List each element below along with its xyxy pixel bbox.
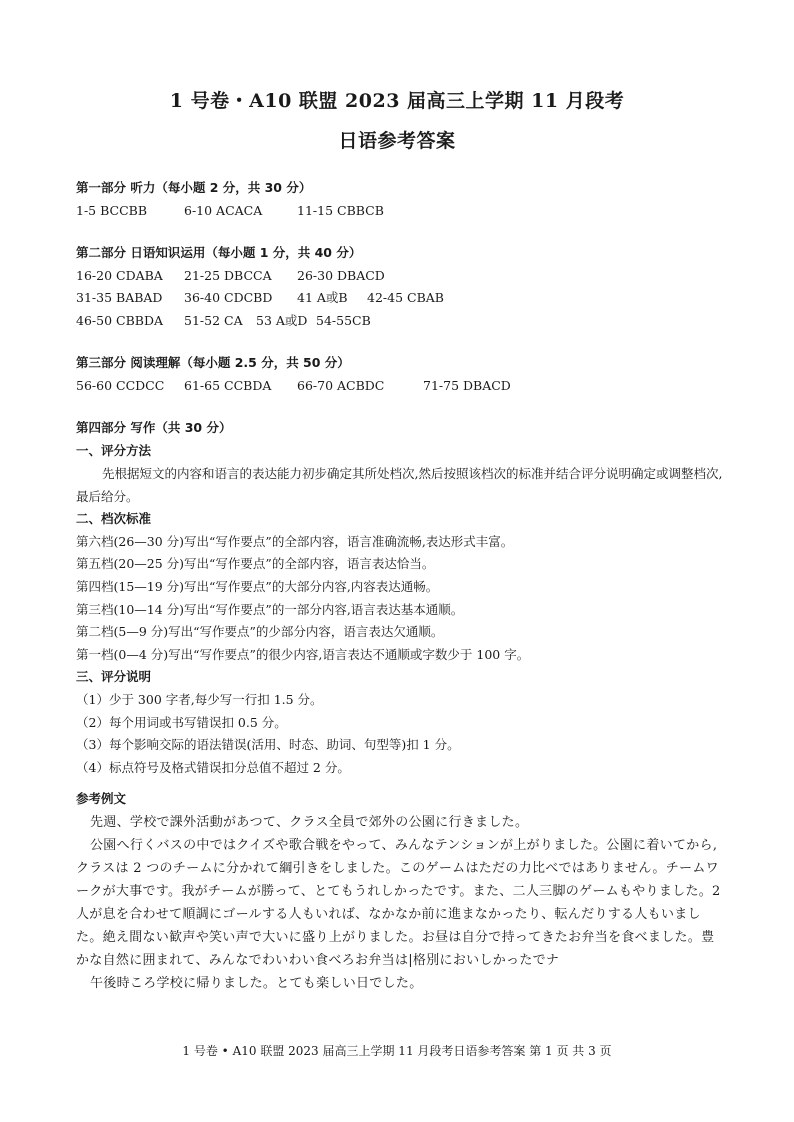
answer-group: 26-30 DBACD (297, 267, 385, 283)
answer-group: 66-70 ACBDC (297, 377, 385, 393)
answer-group: 1-5 BCCBB (76, 202, 148, 218)
part3-section (76, 352, 726, 397)
levels-heading: 二、档次标准 (76, 511, 152, 527)
part3-heading: 第三部分 阅读理解（每小题 2.5 分，共 50 分） (76, 355, 350, 370)
note-item: （4）标点符号及格式错误扣分总值不超过 2 分。 (76, 759, 350, 775)
level-item: 第一档(0—4 分)写出“写作要点”的很少内容,语言表达不通顺或字数少于 100 字。 (76, 646, 530, 662)
part3-answers (76, 375, 726, 398)
notes-heading: 三、评分说明 (76, 669, 152, 685)
level-item: 第六档(26—30 分)写出“写作要点”的全部内容，语言准确流畅,表达形式丰富。 (76, 533, 514, 549)
answer-group: 61-65 CCBDA (184, 377, 272, 393)
answer-group: 51-52 CA (184, 312, 243, 328)
method-text: 先根据短文的内容和语言的表达能力初步确定其所处档次,然后按照该档次的标准并结合评分说明确定或调整档次,最后给分。 (76, 466, 723, 505)
answer-group: 36-40 CDCBD (184, 290, 273, 306)
part2-section (76, 242, 726, 332)
answer-group: 56-60 CCDCC (76, 377, 165, 393)
part4-section (76, 417, 726, 779)
essay-paragraph: 午後時ころ学校に帰りました。とても楽しい日でした。 (90, 975, 423, 991)
part2-row (76, 310, 726, 333)
level-item: 第四档(15—19 分)写出“写作要点”的大部分内容,内容表达通畅。 (76, 578, 439, 594)
answer-group: 54-55CB (316, 312, 371, 328)
answer-group: 16-20 CDABA (76, 267, 163, 283)
answer-group: 42-45 CBAB (367, 290, 444, 306)
document-title: 1 号卷・A10 联盟 2023 届高三上学期 11 月段考 (169, 90, 625, 112)
document-subtitle: 日语参考答案 (338, 130, 456, 152)
part1-section (76, 177, 726, 222)
sample-heading: 参考例文 (76, 791, 127, 806)
answer-group: 46-50 CBBDA (76, 312, 163, 328)
essay-paragraph: 公園へ行くバスの中ではクイズや歌合戦をやって、みんなテンションが上がりました。公園に着いてから,クラスは 2 つのチームに分かれて綱引きをしました。このゲームはただの力比べではありません。チームワークが大事です。我がチームが勝って、とてもうれしかったです。また、二人三脚のゲームもやりました。2 人が息を合わせて順調にゴールする人もいれば、なかなか前に進まなかったり、転んだりする人もいました。絶え間ない歓声や笑い声で大いに盛り上がりました。お昼は自分で持ってきたお弁当を食べました。豊かな自然に囲まれて、みんなでわいわい食べろお弁当は|格別においしかったでナ (76, 837, 721, 968)
part1-heading: 第一部分 听力（每小题 2 分，共 30 分） (76, 180, 312, 195)
part2-heading: 第二部分 日语知识运用（每小题 1 分，共 40 分） (76, 245, 362, 260)
sample-essay (76, 788, 726, 995)
essay-paragraph: 先週、学校で課外活動があつて、クラス全員で郊外の公園に行きました。 (90, 814, 529, 830)
answer-group: 31-35 BABAD (76, 290, 163, 306)
note-item: （2）每个用词或书写错误扣 0.5 分。 (76, 714, 287, 730)
note-item: （1）少于 300 字者,每少写一行扣 1.5 分。 (76, 691, 323, 707)
level-item: 第五档(20—25 分)写出“写作要点”的全部内容，语言表达恰当。 (76, 556, 435, 572)
level-item: 第三档(10—14 分)写出“写作要点”的一部分内容,语言表达基本通顺。 (76, 601, 464, 617)
answer-group: 11-15 CBBCB (297, 202, 384, 218)
part2-row (76, 265, 726, 288)
answer-group: 41 A或B (297, 290, 348, 306)
part2-row (76, 287, 726, 310)
answer-group: 6-10 ACACA (184, 202, 263, 218)
part1-answers (76, 200, 726, 223)
answer-group: 71-75 DBACD (423, 377, 511, 393)
part4-heading: 第四部分 写作（共 30 分） (76, 420, 232, 435)
page-footer: 1 号卷 • A10 联盟 2023 届高三上学期 11 月段考日语参考答案 第 1 页 共 3 页 (182, 1044, 612, 1058)
answer-group: 53 A或D (256, 312, 308, 328)
method-heading: 一、评分方法 (76, 442, 152, 458)
note-item: （3）每个影响交际的语法错误(活用、时态、助词、句型等)扣 1 分。 (76, 737, 460, 753)
answer-group: 21-25 DBCCA (184, 267, 272, 283)
level-item: 第二档(5—9 分)写出“写作要点”的少部分内容，语言表达欠通顺。 (76, 624, 444, 640)
